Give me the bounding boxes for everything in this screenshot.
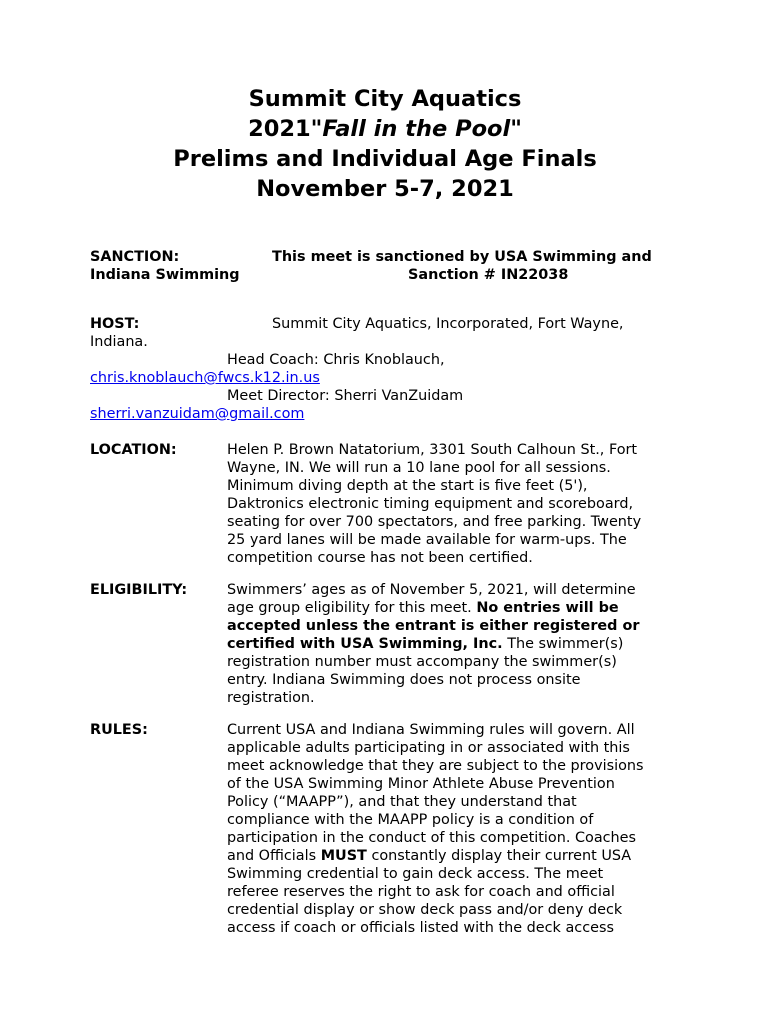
location-text: [227, 441, 697, 567]
eligibility-line: [227, 635, 697, 653]
eligibility-line-pre: age group eligibility for this meet.: [227, 600, 477, 616]
title-line-2-post: ": [510, 116, 522, 142]
eligibility-line: Swimmers’ ages as of November 5, 2021, will determine: [227, 582, 636, 598]
eligibility-line-post: The swimmer(s): [502, 636, 624, 652]
meet-director-email-link[interactable]: sherri.vanzuidam@gmail.com: [90, 406, 305, 422]
sanction-label: SANCTION:: [90, 249, 180, 265]
rules-line: [227, 847, 697, 865]
rules-line: Current USA and Indiana Swimming rules will govern. All: [227, 722, 635, 738]
rules-text: [227, 721, 697, 937]
rules-line: credential display or show deck pass and/or deny deck: [227, 902, 623, 918]
rules-line: access if coach or officials listed with the deck access: [227, 920, 614, 936]
rules-label: RULES:: [90, 722, 148, 738]
title-line-4: November 5-7, 2021: [256, 176, 514, 202]
rules-line: applicable adults participating in or associated with this: [227, 740, 630, 756]
eligibility-line: registration.: [227, 690, 315, 706]
rules-line-bold: MUST: [320, 848, 367, 864]
location-line: competition course has not been certified.: [227, 550, 533, 566]
eligibility-line-bold: No entries will be: [476, 600, 619, 616]
rules-line: referee reserves the right to ask for coach and official: [227, 884, 615, 900]
rules-line-pre: and Officials: [227, 848, 321, 864]
host-label: HOST:: [90, 316, 140, 332]
rules-line: compliance with the MAAPP policy is a condition of: [227, 812, 594, 828]
eligibility-line-bold: certified with USA Swimming, Inc.: [227, 636, 503, 652]
location-line: Minimum diving depth at the start is five feet (5'),: [227, 478, 588, 494]
head-coach: Head Coach: Chris Knoblauch,: [227, 352, 445, 368]
location-line: seating for over 700 spectators, and free parking. Twenty: [227, 514, 642, 530]
head-coach-email-link[interactable]: chris.knoblauch@fwcs.k12.in.us: [90, 370, 320, 386]
eligibility-line: [227, 599, 697, 617]
title-line-2: [0, 114, 770, 144]
title-line-2-italic: Fall in the Pool: [322, 116, 511, 142]
location-label: LOCATION:: [90, 442, 177, 458]
meet-title: [0, 84, 770, 204]
rules-line-post: constantly display their current USA: [366, 848, 632, 864]
title-line-2-pre: 2021": [248, 116, 323, 142]
eligibility-text: [227, 581, 697, 707]
location-line: Wayne, IN. We will run a 10 lane pool for all sessions.: [227, 460, 611, 476]
eligibility-label: ELIGIBILITY:: [90, 582, 188, 598]
rules-line: meet acknowledge that they are subject to the provisions: [227, 758, 644, 774]
rules-line: participation in the conduct of this competition. Coaches: [227, 830, 637, 846]
location-line: Daktronics electronic timing equipment and scoreboard,: [227, 496, 634, 512]
location-line: 25 yard lanes will be made available for warm-ups. The: [227, 532, 627, 548]
location-line: Helen P. Brown Natatorium, 3301 South Calhoun St., Fort: [227, 442, 638, 458]
rules-line: of the USA Swimming Minor Athlete Abuse Prevention: [227, 776, 615, 792]
eligibility-line: accepted unless the entrant is either registered or: [227, 618, 640, 634]
sanction-label-line-2: Indiana Swimming: [90, 267, 240, 283]
host-name-line-2: Indiana.: [90, 334, 148, 350]
sanction-text-line-2: Sanction # IN22038: [408, 267, 569, 283]
host-name-line-1: Summit City Aquatics, Incorporated, Fort Wayne,: [272, 316, 624, 332]
sanction-text-line-1: This meet is sanctioned by USA Swimming and: [272, 249, 652, 265]
eligibility-line: registration number must accompany the swimmer(s): [227, 654, 617, 670]
title-line-1: Summit City Aquatics: [248, 86, 522, 112]
title-line-3: Prelims and Individual Age Finals: [173, 146, 597, 172]
rules-line: Swimming credential to gain deck access. The meet: [227, 866, 604, 882]
meet-director: Meet Director: Sherri VanZuidam: [227, 388, 464, 404]
rules-line: Policy (“MAAPP”), and that they understand that: [227, 794, 577, 810]
eligibility-line: entry. Indiana Swimming does not process onsite: [227, 672, 581, 688]
